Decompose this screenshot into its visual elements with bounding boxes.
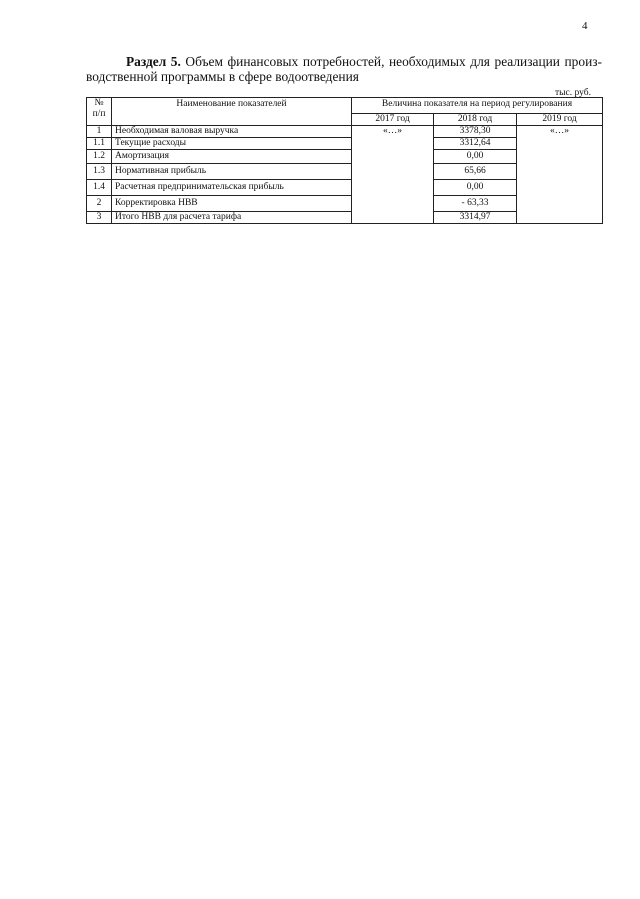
row-name: Амортизация [112,150,352,164]
page-number: 4 [582,20,588,32]
row-value-2018: 0,00 [434,180,517,196]
merged-2019-value: «…» [517,126,603,224]
title-line-1 [86,54,602,69]
row-name: Итого НВВ для расчета тарифа [112,212,352,224]
financial-needs-table [86,97,603,224]
row-value-2018: 3378,30 [434,126,517,138]
row-value-2018: 65,66 [434,164,517,180]
row-value-2018: 0,00 [434,150,517,164]
row-name: Текущие расходы [112,138,352,150]
header-year-2018: 2018 год [434,114,517,126]
row-name: Расчетная предпринимательская прибыль [112,180,352,196]
row-num: 3 [87,212,112,224]
merged-2017-value: «…» [352,126,434,224]
header-name: Наименование показателей [112,98,352,126]
row-num: 1.1 [87,138,112,150]
title-line-1-rest: Объем финансовых потребностей, необходимых для реализации произ- [180,54,602,69]
table-row [87,126,603,138]
unit-label: тыс. руб. [555,88,591,98]
row-name: Нормативная прибыль [112,164,352,180]
header-year-2019: 2019 год [517,114,603,126]
row-num: 1 [87,126,112,138]
row-value-2018: - 63,33 [434,196,517,212]
header-year-2017: 2017 год [352,114,434,126]
row-name: Необходимая валовая выручка [112,126,352,138]
row-num: 1.4 [87,180,112,196]
title-line-2: водственной программы в сфере водоотведения [86,69,359,84]
header-value-group: Величина показателя на период регулирования [352,98,603,114]
row-value-2018: 3314,97 [434,212,517,224]
section-label: Раздел 5. [126,54,181,69]
row-value-2018: 3312,64 [434,138,517,150]
row-num: 2 [87,196,112,212]
row-num: 1.2 [87,150,112,164]
section-title [86,54,602,84]
row-num: 1.3 [87,164,112,180]
header-num: № п/п [87,98,112,126]
row-name: Корректировка НВВ [112,196,352,212]
